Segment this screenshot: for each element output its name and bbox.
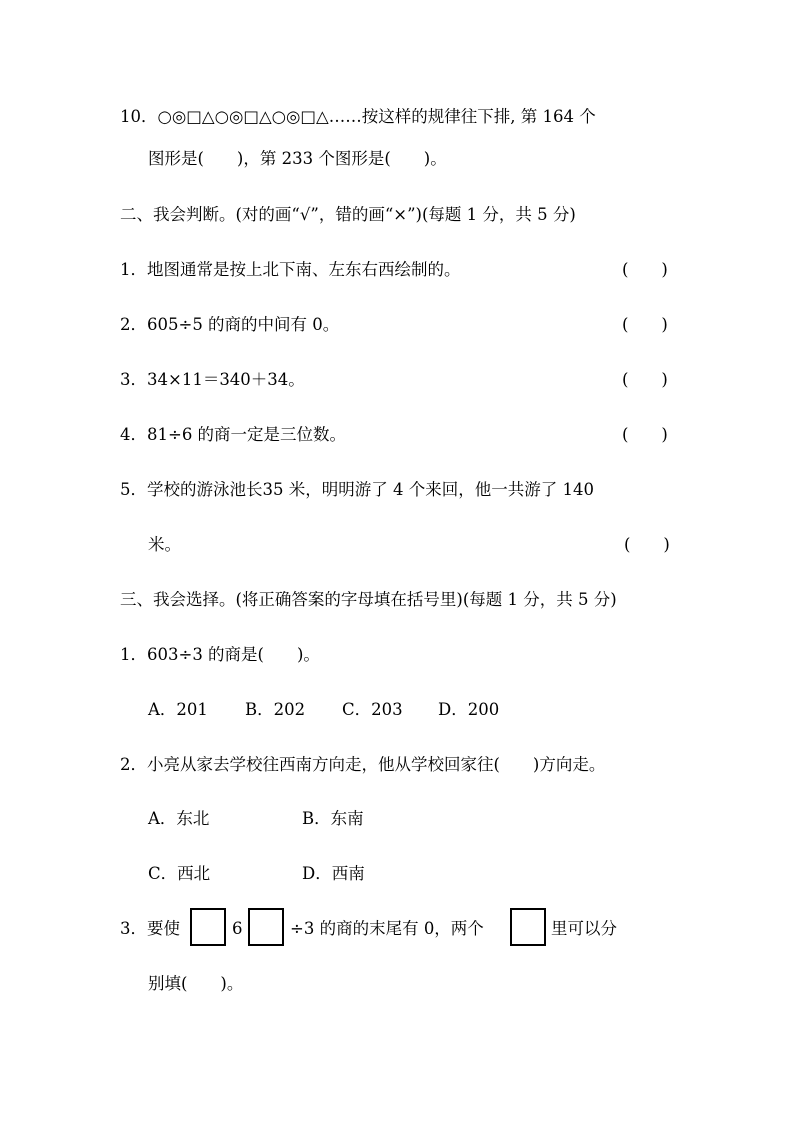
judge-item-5: 5．学校的游泳池长35 米，明明游了 4 个来回，他一共游了 140 — [120, 480, 594, 499]
q10-line1: 10．○◎□△○◎□△○◎□△……按这样的规律往下排, 第 164 个 — [120, 107, 596, 126]
choice-q2-option-b: B．东南 — [302, 809, 364, 828]
judge-answer-1[interactable]: ( ) — [622, 260, 668, 279]
choice-q3-suffix: 里可以分 — [551, 919, 617, 938]
judge-item-2: 2．605÷5 的商的中间有 0。 — [120, 315, 340, 334]
section2-heading: 二、我会判断。(对的画“√”，错的画“×”)(每题 1 分，共 5 分) — [120, 205, 576, 224]
judge-item-5-cont: 米。 — [148, 535, 181, 554]
judge-answer-2[interactable]: ( ) — [622, 315, 668, 334]
choice-q3-prefix: 3．要使 — [120, 919, 180, 938]
judge-answer-4[interactable]: ( ) — [622, 425, 668, 444]
choice-q1-option-a: A．201 — [148, 700, 208, 719]
judge-answer-3[interactable]: ( ) — [622, 370, 668, 389]
choice-q1-option-d: D．200 — [438, 700, 500, 719]
choice-q1-option-b: B．202 — [245, 700, 306, 719]
choice-q2-option-c: C．西北 — [148, 864, 211, 883]
blank-box-3[interactable] — [510, 908, 546, 946]
choice-q2-option-d: D．西南 — [302, 864, 365, 883]
judge-item-3: 3．34×11＝340＋34。 — [120, 370, 305, 389]
blank-box-2[interactable] — [248, 908, 284, 946]
choice-q3-line2: 别填( )。 — [148, 974, 244, 993]
q10-line2: 图形是( )，第 233 个图形是( )。 — [148, 149, 447, 168]
choice-q2: 2．小亮从家去学校往西南方向走，他从学校回家往( )方向走。 — [120, 755, 606, 774]
choice-q3-mid: ÷3 的商的末尾有 0，两个 — [290, 919, 484, 938]
judge-item-4: 4．81÷6 的商一定是三位数。 — [120, 425, 347, 444]
choice-q2-option-a: A．东北 — [148, 809, 210, 828]
judge-item-1: 1．地图通常是按上北下南、左东右西绘制的。 — [120, 260, 461, 279]
choice-q1-option-c: C．203 — [342, 700, 403, 719]
section3-heading: 三、我会选择。(将正确答案的字母填在括号里)(每题 1 分，共 5 分) — [120, 590, 617, 609]
blank-box-1[interactable] — [190, 908, 226, 946]
judge-answer-5[interactable]: ( ) — [624, 535, 670, 554]
choice-q3-digit: 6 — [232, 919, 243, 938]
choice-q1: 1．603÷3 的商是( )。 — [120, 645, 320, 664]
